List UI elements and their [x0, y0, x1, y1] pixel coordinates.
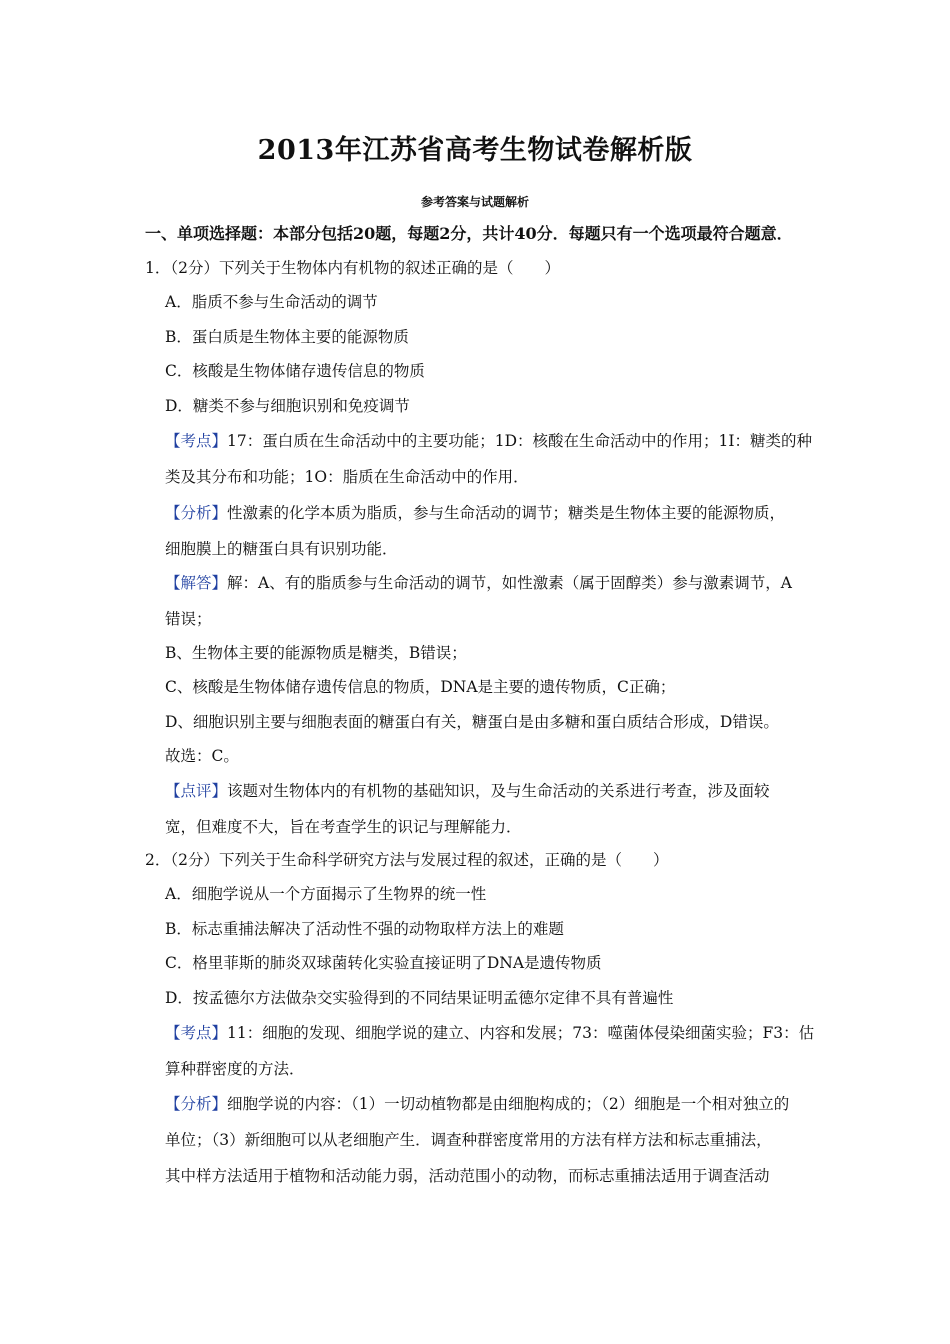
q1-dianping: 【点评】该题对生物体内的有机物的基础知识，及与生命活动的关系进行考查，涉及面较: [165, 782, 770, 800]
q1-option-a: A．脂质不参与生命活动的调节: [165, 293, 378, 311]
jieda-tag: 【解答】: [165, 574, 228, 592]
q2-kaodian-cont: 算种群密度的方法．: [165, 1060, 305, 1078]
document-title: 2013年江苏省高考生物试卷解析版: [257, 135, 693, 166]
q1-option-b: B．蛋白质是生物体主要的能源物质: [165, 328, 409, 346]
q2-kaodian: 【考点】11：细胞的发现、细胞学说的建立、内容和发展；73：噬菌体侵染细菌实验；F3：估: [165, 1024, 815, 1042]
q1-jieda-line-4: C、核酸是生物体储存遗传信息的物质，DNA是主要的遗传物质，C正确；: [165, 678, 676, 696]
q2-fenxi-line-3: 其中样方法适用于植物和活动能力弱，活动范围小的动物，而标志重捕法适用于调查活动: [165, 1167, 770, 1185]
q1-option-c: C．核酸是生物体储存遗传信息的物质: [165, 362, 425, 380]
q2-option-d: D．按孟德尔方法做杂交实验得到的不同结果证明孟德尔定律不具有普遍性: [165, 989, 674, 1007]
question-1-stem: 1．（2分）下列关于生物体内有机物的叙述正确的是（ ）: [145, 259, 560, 277]
section-heading: 一、单项选择题：本部分包括20题，每题2分，共计40分．每题只有一个选项最符合题意．: [145, 224, 793, 243]
q1-kaodian: 【考点】17：蛋白质在生命活动中的主要功能；1D：核酸在生命活动中的作用；1I：糖类的种: [165, 432, 813, 450]
q1-fenxi: 【分析】性激素的化学本质为脂质，参与生命活动的调节；糖类是生物体主要的能源物质，: [165, 504, 786, 522]
q2-option-a: A．细胞学说从一个方面揭示了生物界的统一性: [165, 885, 487, 903]
question-2-stem: 2．（2分）下列关于生命科学研究方法与发展过程的叙述，正确的是（ ）: [145, 851, 669, 869]
q1-jieda-line-6: 故选：C。: [165, 747, 239, 765]
fenxi-tag: 【分析】: [165, 504, 228, 522]
kaodian-tag: 【考点】: [165, 1024, 228, 1042]
q1-kaodian-cont: 类及其分布和功能；1O：脂质在生命活动中的作用．: [165, 468, 529, 486]
q2-fenxi-line-2: 单位；（3）新细胞可以从老细胞产生．调查种群密度常用的方法有样方法和标志重捕法，: [165, 1131, 772, 1149]
kaodian-tag: 【考点】: [165, 432, 228, 450]
q1-fenxi-cont: 细胞膜上的糖蛋白具有识别功能．: [165, 540, 398, 558]
document-subtitle: 参考答案与试题解析: [420, 195, 529, 209]
q2-fenxi: 【分析】细胞学说的内容：（1）一切动植物都是由细胞构成的；（2）细胞是一个相对独立的: [165, 1095, 790, 1113]
q1-jieda-line-3: B、生物体主要的能源物质是糖类，B错误；: [165, 644, 467, 662]
q1-dianping-cont: 宽，但难度不大，旨在考查学生的识记与理解能力．: [165, 818, 522, 836]
q2-option-b: B．标志重捕法解决了活动性不强的动物取样方法上的难题: [165, 920, 564, 938]
fenxi-tag: 【分析】: [165, 1095, 228, 1113]
dianping-tag: 【点评】: [165, 782, 228, 800]
q1-jieda-line-2: 错误；: [165, 610, 212, 628]
q1-jieda: 【解答】解：A、有的脂质参与生命活动的调节，如性激素（属于固醇类）参与激素调节，A: [165, 574, 792, 592]
q1-option-d: D．糖类不参与细胞识别和免疫调节: [165, 397, 410, 415]
q2-option-c: C．格里菲斯的肺炎双球菌转化实验直接证明了DNA是遗传物质: [165, 954, 602, 972]
q1-jieda-line-5: D、细胞识别主要与细胞表面的糖蛋白有关，糖蛋白是由多糖和蛋白质结合形成，D错误。: [165, 713, 779, 731]
